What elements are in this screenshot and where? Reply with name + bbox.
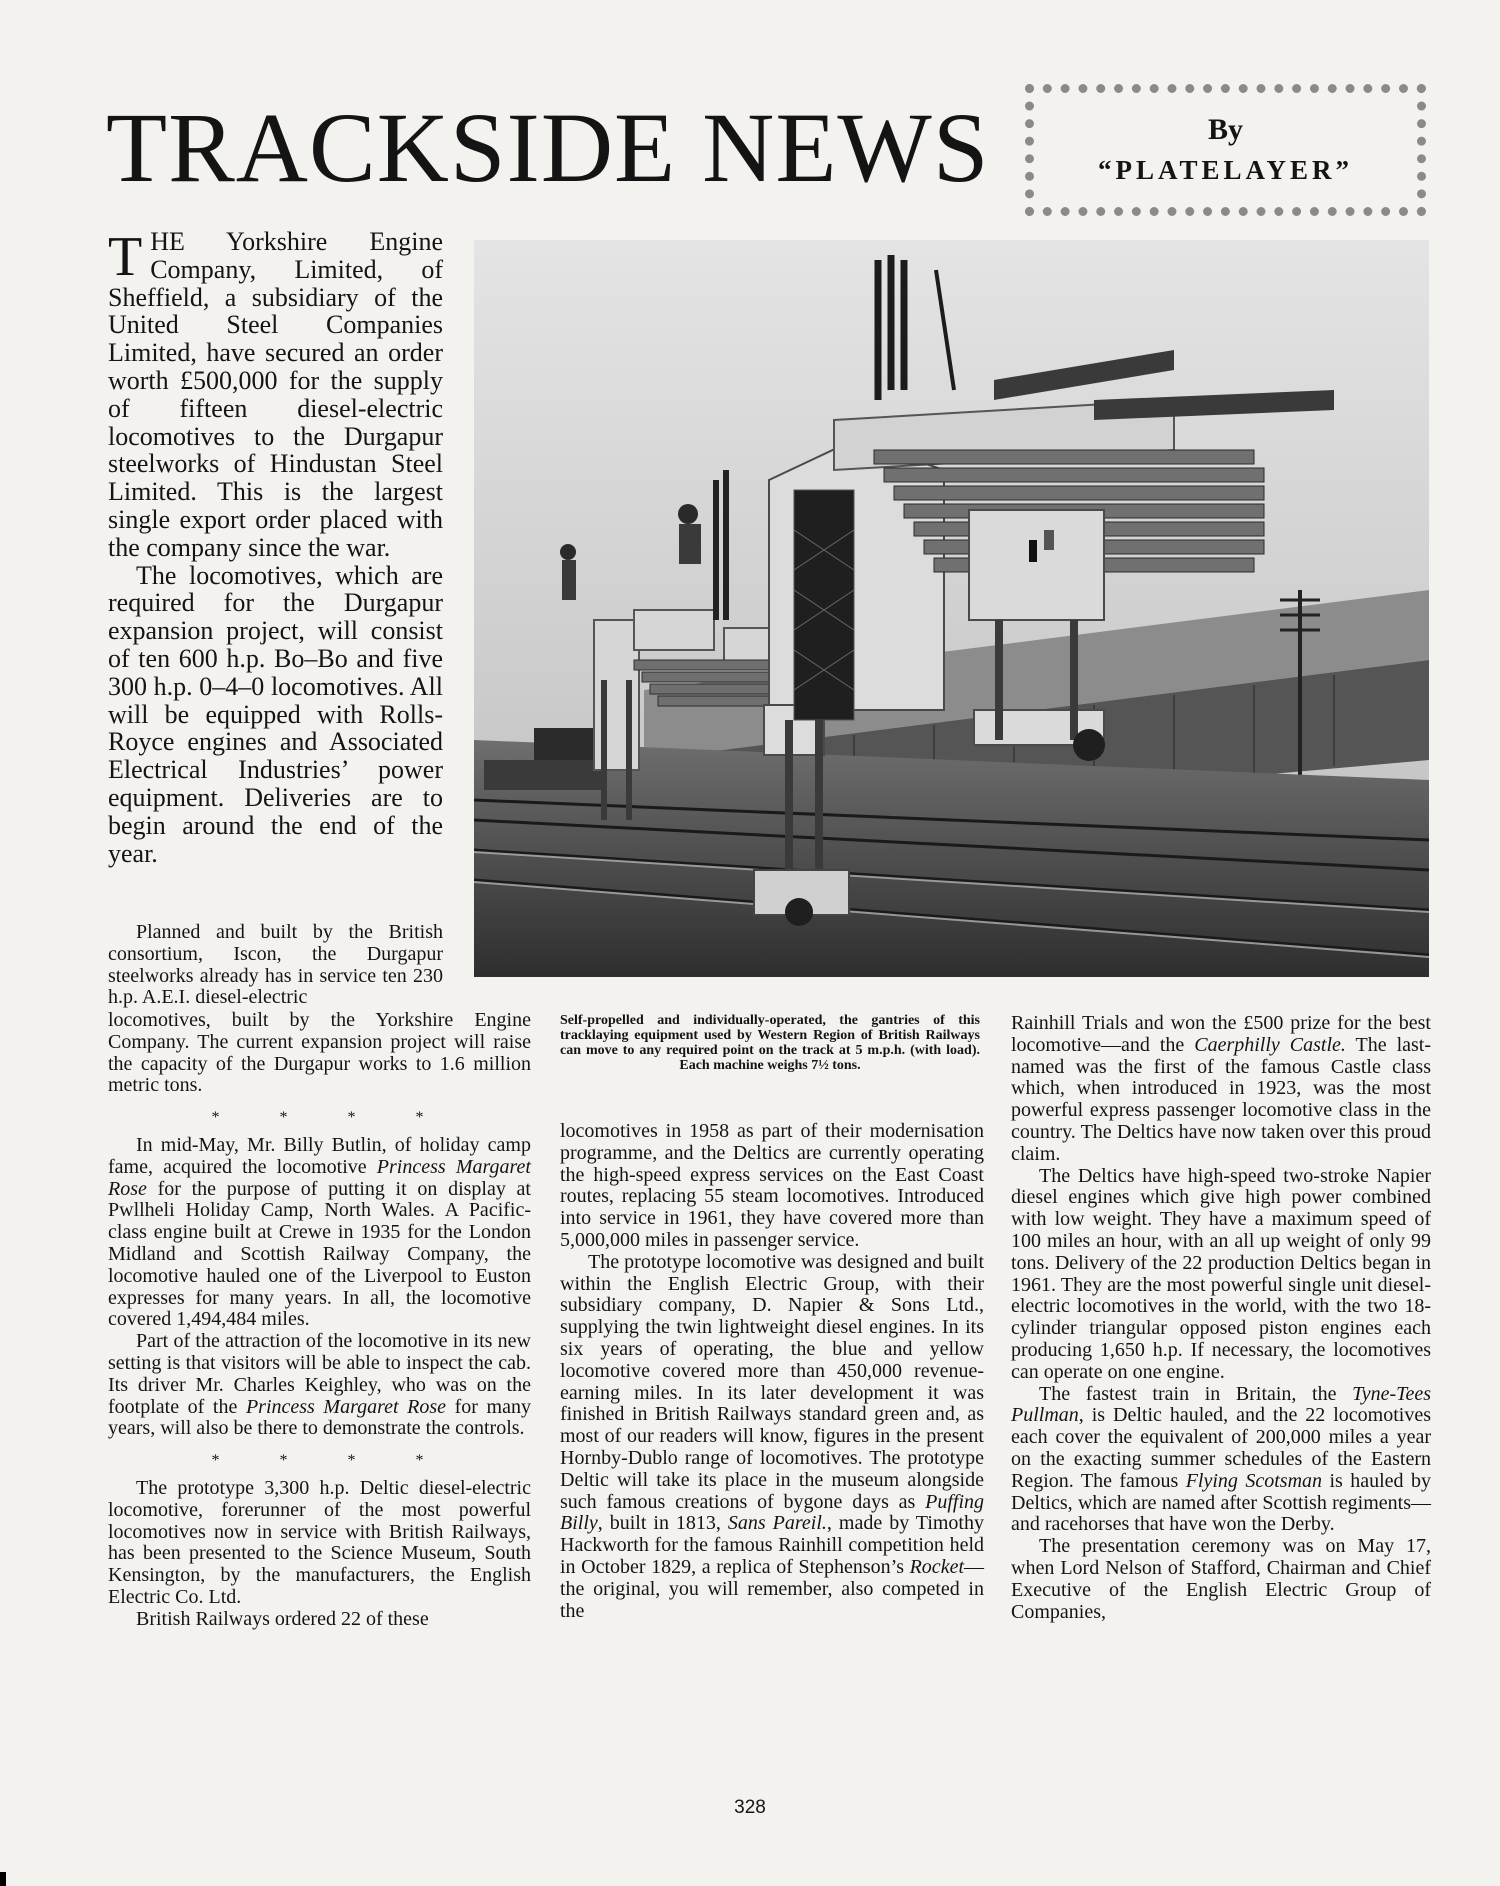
paragraph-rainhill-trials: Rainhill Trials and won the £500 prize for the best locomotive—and the Caerphilly Castle. The last-named was the first of the famous Castle class which, when introduced in 1923, was the most powerful express passenger locomotive class in the country. The Deltics have now taken over this proud claim. <box>1011 1012 1432 1165</box>
byline-author: “PLATELAYER” <box>1097 155 1354 185</box>
article-title: TRACKSIDE NEWS <box>106 92 990 203</box>
page-number: 328 <box>734 1797 766 1818</box>
gantry-illustration <box>474 240 1429 977</box>
paragraph-prototype-design: The prototype locomotive was designed and built within the English Electric Group, with their subsidiary company, D. Napier & Sons Ltd., supplying the twin lightweight diesel engines. In its six years of operating, the blue and yellow locomotive covered more than 450,000 revenue-earning miles. In its later development it was finished in British Railways standard green and, as most of our readers will know, figures in the present Hornby-Dublo range of locomotives. The prototype Deltic will take its place in the museum alongside such famous creations of bygone days as Puffing Billy, built in 1813, Sans Pareil., made by Timothy Hackworth for the famous Rainhill competition held in October 1829, a replica of Stephenson’s Rocket—the original, you will remember, also competed in the <box>560 1250 984 1622</box>
paragraph-presentation: The presentation ceremony was on May 17, when Lord Nelson of Stafford, Chairman and Chief Executive of the English Electric Group of Companies, <box>1011 1535 1431 1623</box>
scan-edge-mark <box>0 1872 6 1886</box>
paragraph-modernisation: locomotives in 1958 as part of their modernisation programme, and the Deltics are currently operating the high-speed express services on the East Coast routes, replacing 55 steam locomotives. Introduced into service in 1961, they have covered more than 5,000,000 miles in passenger service. <box>560 1120 984 1251</box>
column-1-lower <box>108 1010 531 1631</box>
section-separator: * * * * <box>211 1452 452 1470</box>
drop-cap: T <box>108 226 143 288</box>
paragraph-yorkshire-order: THE Yorkshire Engine Company, Limited, of Sheffield, a subsidiary of the United Steel Companies Limited, have secured an order worth £500,000 for the supply of fifteen diesel-electric locomotives to the Durgapur steelworks of Hindustan Steel Limited. This is the largest single export order placed with the company since the war. <box>108 226 443 562</box>
tracklaying-gantry-photo <box>474 240 1429 977</box>
paragraph-fastest-train: The fastest train in Britain, the Tyne-Tees Pullman, is Deltic hauled, and the 22 locomotives each cover the equivalent of 200,000 miles a year on the exacting summer schedules of the Eastern Region. The famous Flying Scotsman is hauled by Deltics, which are named after Scottish regiments—and racehorses that have won the Derby. <box>1011 1382 1431 1536</box>
paragraph-napier-engines: The Deltics have high-speed two-stroke Napier diesel engines which give high power combined with low weight. They have a maximum speed of 100 miles an hour, with an all up weight of only 99 tons. Delivery of the 22 production Deltics began in 1961. They are the most powerful single unit diesel-electric locomotives in the world, with the two 18-cylinder triangular opposed piston engines each producing 1,650 h.p. If necessary, the locomotives can operate on one engine. <box>1011 1164 1431 1383</box>
paragraph-butlin: In mid-May, Mr. Billy Butlin, of holiday camp fame, acquired the locomotive Princess Margaret Rose for the purpose of putting it on display at Pwllheli Holiday Camp, North Wales. A Pacific-class engine built at Crewe in 1935 for the London Midland and Scottish Railway Company, the locomotive hauled one of the Liverpool to Euston expresses for many years. In all, the locomotive covered 1,494,484 miles. <box>108 1133 531 1331</box>
byline-by: By <box>1207 113 1243 146</box>
column-1-upper <box>108 228 443 867</box>
paragraph-iscon: Planned and built by the British consortium, Iscon, the Durgapur steelworks already has in service ten 230 h.p. A.E.I. diesel-electric <box>108 921 443 1009</box>
paragraph-durgapur-locomotives: The locomotives, which are required for the Durgapur expansion project, will consist of ten 600 h.p. Bo–Bo and five 300 h.p. 0–4–0 locomotives. All will be equipped with Rolls-Royce engines and Associated Electrical Industries’ power equipment. Deliveries are to begin around the end of the year. <box>108 560 443 868</box>
byline-box <box>1025 84 1426 216</box>
column-2 <box>560 1121 984 1622</box>
paragraph-iscon-cont: locomotives, built by the Yorkshire Engine Company. The current expansion project will raise the capacity of the Durgapur works to 1.6 million metric tons. <box>108 1009 531 1097</box>
paragraph-deltic-prototype: The prototype 3,300 h.p. Deltic diesel-electric locomotive, forerunner of the most powerful locomotives now in service with British Railways, has been presented to the Science Museum, South Kensington, by the manufacturers, the English Electric Co. Ltd. <box>108 1476 531 1608</box>
paragraph-attraction: Part of the attraction of the locomotive in its new setting is that visitors will be able to inspect the cab. Its driver Mr. Charles Keighley, who was on the footplate of the Princess Margaret Rose for many years, will also be there to demonstrate the controls. <box>108 1330 531 1440</box>
column-3 <box>1011 1013 1431 1623</box>
paragraph-br-ordered: British Railways ordered 22 of these <box>136 1607 429 1630</box>
photo-caption: Self-propelled and individually-operated, the gantries of this tracklaying equipment used by Western Region of British Railways can move to any required point on the track at 5 m.p.h. (with load). Each machine weighs 7½ tons. <box>560 1013 980 1073</box>
section-separator: * * * * <box>211 1109 452 1127</box>
column-1-small-intro <box>108 922 443 1009</box>
